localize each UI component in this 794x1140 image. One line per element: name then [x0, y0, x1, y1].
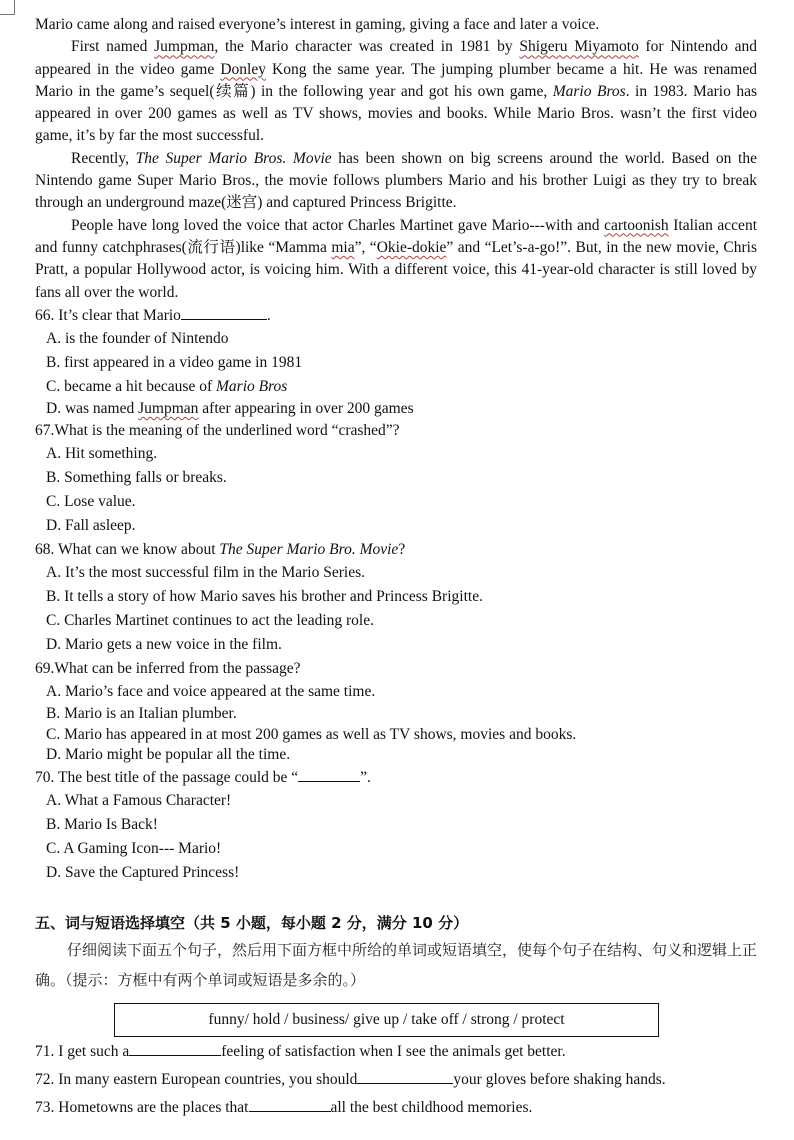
- option-c[interactable]: C. Charles Martinet continues to act the leading role.: [46, 612, 374, 630]
- fill-text: 73. Hometowns are the places that: [35, 1098, 249, 1116]
- text-run: Kong the same year. The jumping plumber became a hit. He was renamed Mario in the game’s sequel(续篇) in the following year and got his own game,: [35, 60, 757, 100]
- title-mario-bros: Mario Bros: [552, 82, 626, 100]
- fill-text: your gloves before shaking hands.: [453, 1070, 666, 1088]
- option-d[interactable]: D. Mario gets a new voice in the film.: [46, 636, 282, 654]
- fill-question-72: [35, 1067, 757, 1093]
- stem-italic: The Super Mario Bro. Movie: [219, 541, 399, 559]
- passage-paragraph-0: Mario came along and raised everyone’s interest in gaming, giving a face and later a voice.: [35, 16, 600, 33]
- option-italic: Mario Bros: [216, 377, 288, 395]
- question-stem: 67.What is the meaning of the underlined word “crashed”?: [35, 422, 400, 440]
- option-c[interactable]: [35, 375, 757, 399]
- section-instructions: 仔细阅读下面五个句子，然后用下面方框中所给的单词或短语填空，使每个句子在结构、句义和逻辑上正确。（提示：方框中有两个单词或短语是多余的。）: [35, 940, 758, 989]
- question-stem: [35, 539, 757, 561]
- stem-text: 66. It’s clear that Mario: [35, 306, 181, 324]
- question-stem: 69.What can be inferred from the passage?: [35, 660, 301, 678]
- option-a[interactable]: A. Mario’s face and voice appeared at the same time.: [46, 683, 376, 701]
- option-a[interactable]: A. What a Famous Character!: [46, 791, 232, 809]
- text-run: Recently,: [71, 149, 136, 167]
- page-corner-mark: [0, 0, 15, 15]
- passage-paragraph-3: [35, 215, 757, 304]
- fill-text: 72. In many eastern European countries, you should: [35, 1070, 358, 1088]
- answer-blank[interactable]: [357, 1069, 453, 1084]
- question-67: [35, 420, 757, 538]
- option-d[interactable]: D. Mario might be popular all the time.: [46, 746, 291, 764]
- option-c[interactable]: C. A Gaming Icon--- Mario!: [46, 839, 222, 857]
- option-c[interactable]: C. Lose value.: [46, 493, 136, 511]
- text-run: ” and “Let’s-a-go!”. But, in the new movie, Chris Pratt, a popular Hollywood actor, is voicing him. With a different voice, this 41-year-old character is still loved by fans all over the world.: [35, 238, 757, 301]
- option-b[interactable]: B. It tells a story of how Mario saves his brother and Princess Brigitte.: [46, 588, 483, 606]
- stem-text: 70. The best title of the passage could be “: [35, 768, 299, 786]
- answer-blank[interactable]: [181, 305, 267, 320]
- section-heading: 五、词与短语选择填空（共 5 小题，每小题 2 分，满分 10 分）: [35, 913, 469, 932]
- option-a[interactable]: A. It’s the most successful film in the Mario Series.: [46, 564, 365, 582]
- text-run: . in 1983. Mario has appeared in over 200 games as well as TV shows, movies and books. While Mario Bros. wasn’t the first video game, it’s by far the most successful.: [35, 82, 757, 145]
- stem-text: 68. What can we know about: [35, 541, 220, 559]
- fill-text: feeling of satisfaction when I see the animals get better.: [221, 1042, 566, 1060]
- name-jumpman: Jumpman: [154, 38, 215, 56]
- word-mia: mia: [331, 238, 355, 256]
- option-b[interactable]: B. first appeared in a video game in 1981: [46, 353, 303, 371]
- option-text: C. became a hit because of: [46, 377, 216, 395]
- option-b[interactable]: B. Mario is an Italian plumber.: [46, 705, 237, 723]
- stem-end: ”.: [360, 768, 371, 786]
- text-run: People have long loved the voice that actor Charles Martinet gave Mario---with and: [71, 216, 605, 234]
- answer-blank[interactable]: [249, 1097, 331, 1112]
- text-run: Italian accent and funny catchphrases(流行语)like “Mamma: [35, 216, 757, 256]
- question-70: [35, 767, 757, 885]
- option-a[interactable]: A. Hit something.: [46, 445, 158, 463]
- name-donley: Donley: [220, 60, 266, 78]
- answer-blank[interactable]: [129, 1041, 221, 1056]
- question-69: [35, 658, 757, 766]
- option-d[interactable]: D. Fall asleep.: [46, 517, 136, 535]
- text-run: for Nintendo and appeared in the video game: [35, 38, 757, 78]
- question-68: [35, 539, 757, 657]
- title-movie: The Super Mario Bros. Movie: [135, 149, 332, 167]
- answer-blank[interactable]: [298, 767, 360, 782]
- fill-text: 71. I get such a: [35, 1042, 130, 1060]
- passage-paragraph-1: [35, 36, 757, 147]
- text-run: , the Mario character was created in 1981 by: [214, 38, 520, 56]
- word-okie-dokie: Okie-dokie: [376, 238, 447, 256]
- option-wavy-word: Jumpman: [138, 399, 199, 417]
- option-b[interactable]: B. Something falls or breaks.: [46, 469, 227, 487]
- question-stem: [35, 305, 757, 327]
- question-66: [35, 305, 757, 420]
- option-d[interactable]: [35, 399, 757, 420]
- section-5: [35, 911, 757, 1121]
- word-bank-box: funny/ hold / business/ give up / take off / strong / protect: [114, 1003, 659, 1037]
- exam-page: [35, 14, 757, 1121]
- option-text: D. was named: [46, 399, 139, 417]
- stem-end: ?: [398, 541, 406, 559]
- passage-paragraph-2: [35, 148, 757, 215]
- option-c[interactable]: C. Mario has appeared in at most 200 games as well as TV shows, movies and books.: [46, 725, 577, 743]
- option-b[interactable]: B. Mario Is Back!: [46, 815, 158, 833]
- name-miyamoto: Shigeru Miyamoto: [519, 38, 639, 56]
- text-run: has been shown on big screens around the world. Based on the Nintendo game Super Mario Bros., the movie follows plumbers Mario and his brother Luigi as they try to break through an underground maze(迷宫) and captured Princess Brigitte.: [35, 149, 757, 212]
- text-run: First named: [71, 38, 155, 56]
- word-cartoonish: cartoonish: [604, 216, 669, 234]
- reading-passage: [35, 14, 757, 304]
- option-text: after appearing in over 200 games: [198, 399, 414, 417]
- fill-text: all the best childhood memories.: [330, 1098, 533, 1116]
- option-d[interactable]: D. Save the Captured Princess!: [46, 863, 240, 881]
- stem-end: .: [266, 306, 271, 324]
- question-stem: [35, 767, 757, 789]
- text-run: ”, “: [354, 238, 377, 256]
- fill-question-71: [35, 1039, 757, 1065]
- option-a[interactable]: A. is the founder of Nintendo: [46, 329, 229, 347]
- fill-question-73: [35, 1095, 757, 1121]
